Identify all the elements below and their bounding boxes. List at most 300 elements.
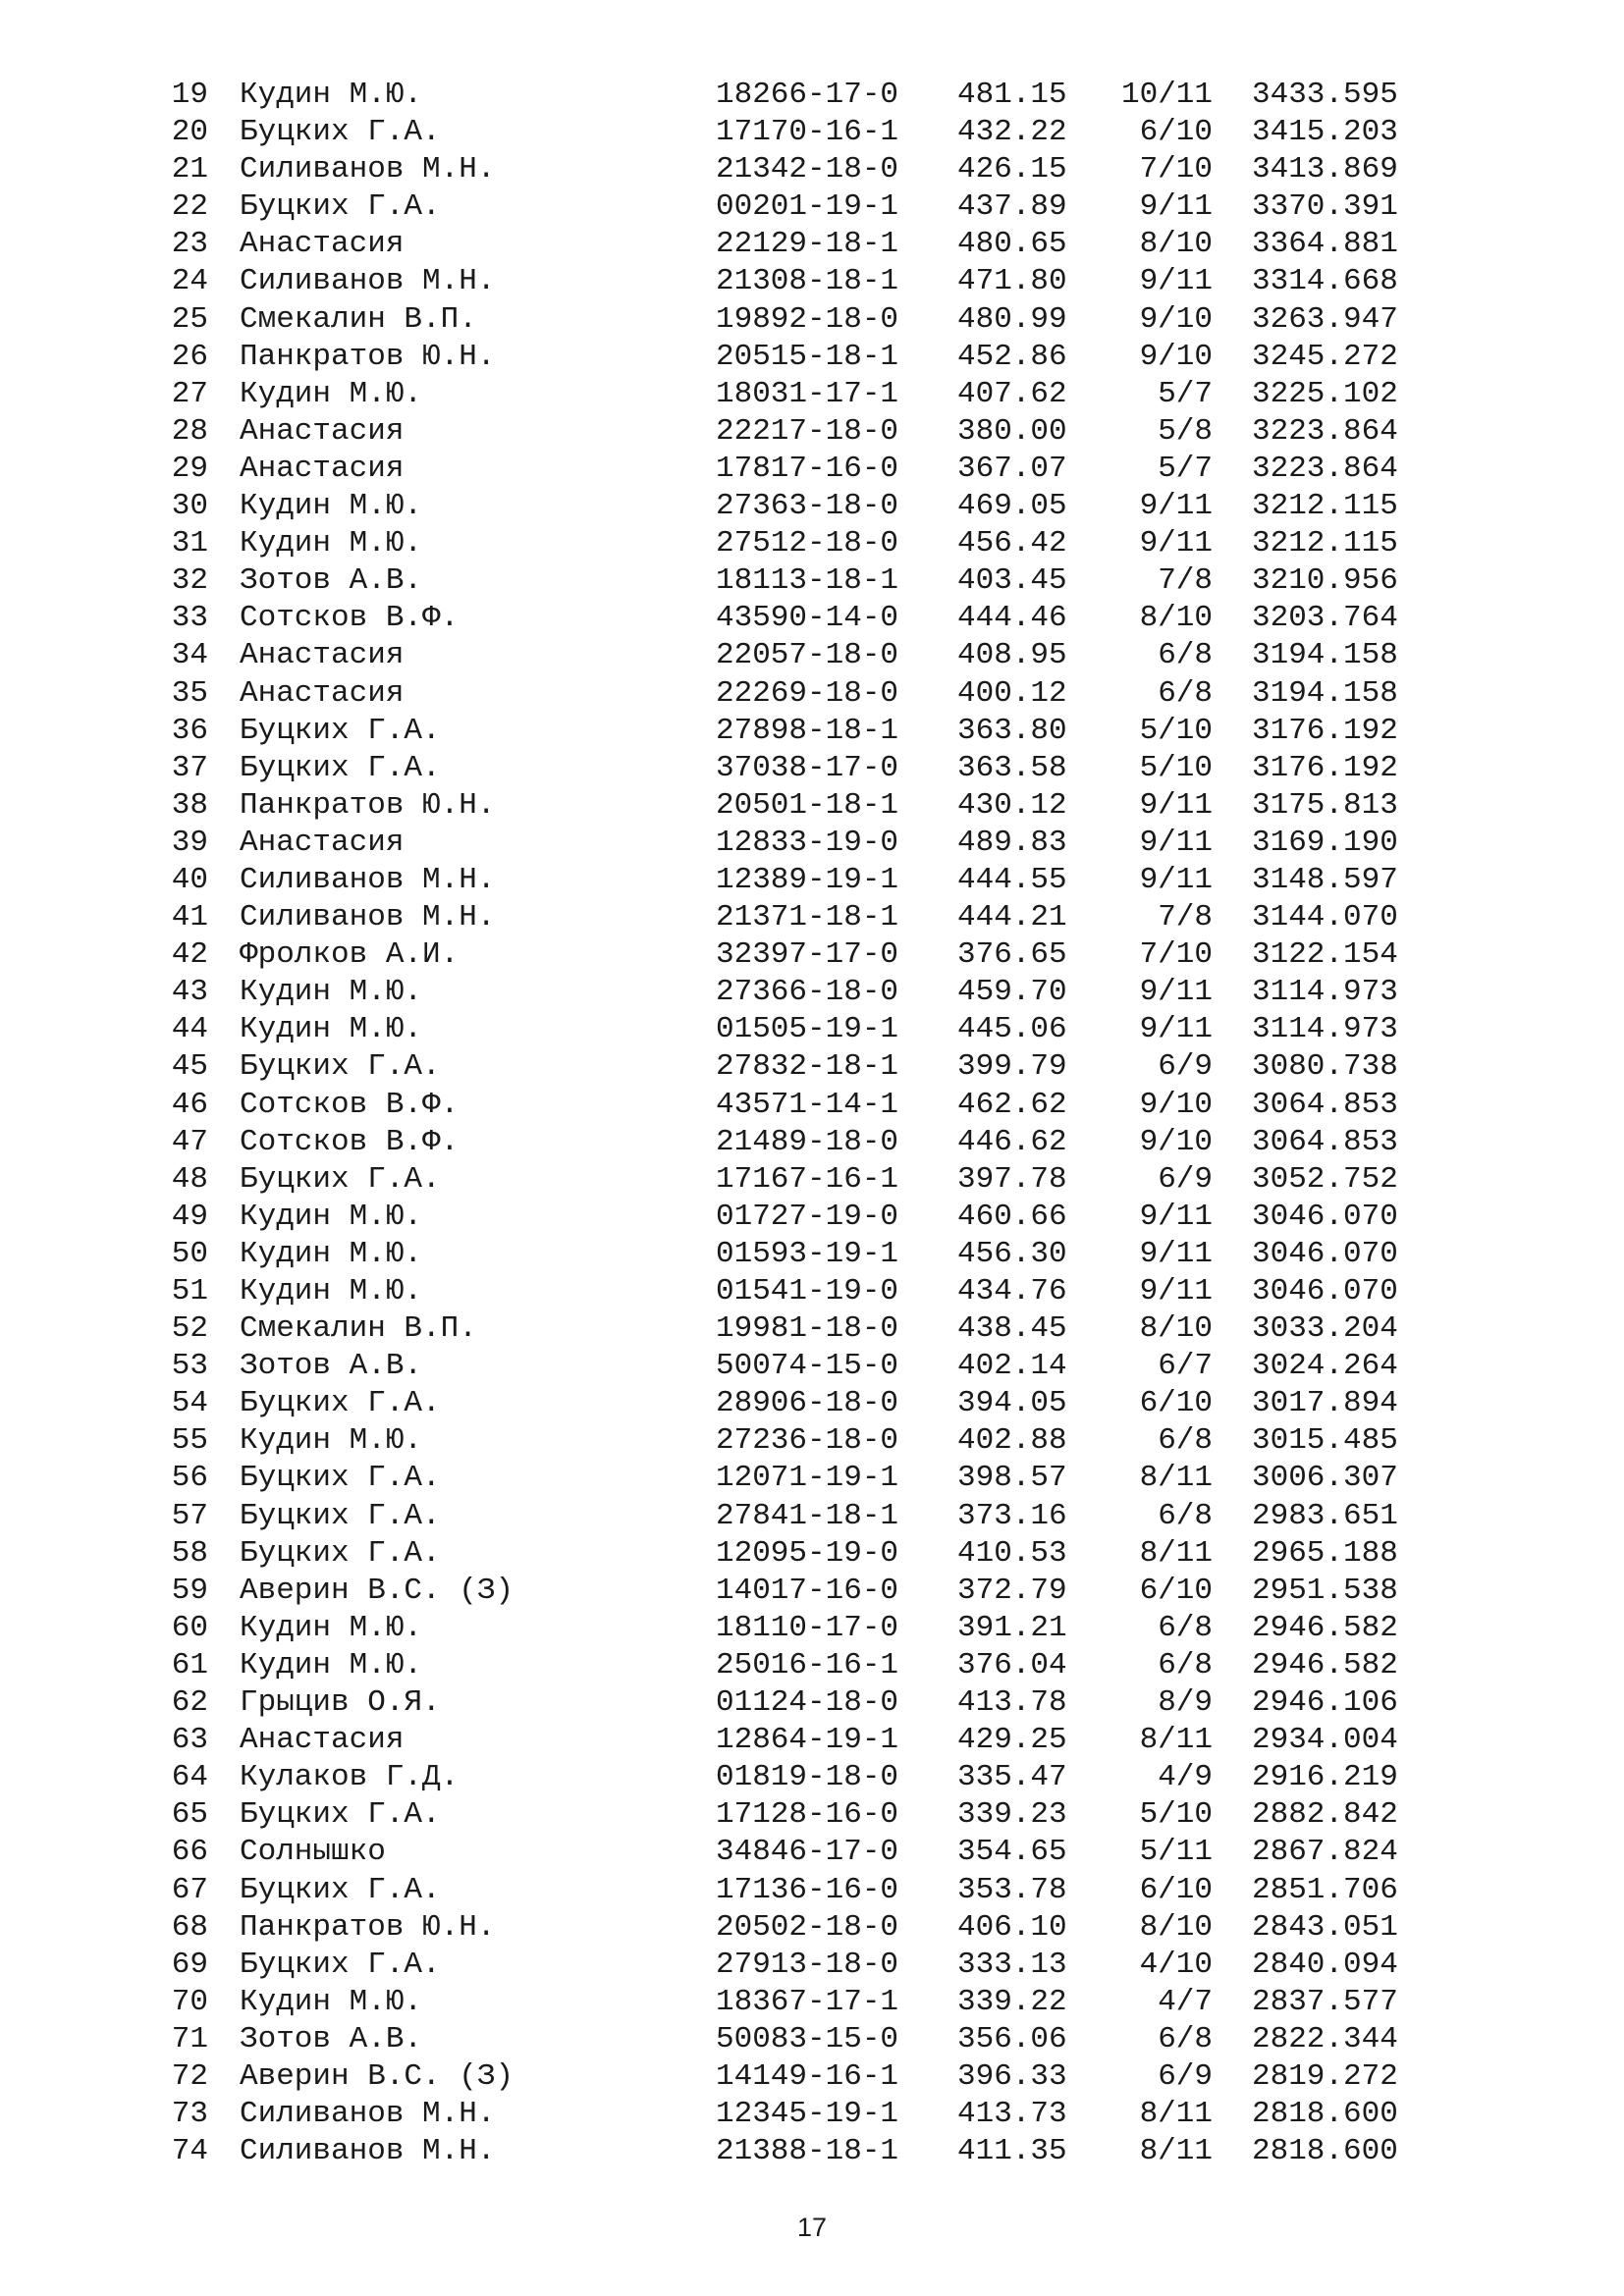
- ring-code: 01819-18-0: [716, 1760, 899, 1795]
- score: 2965.188: [1252, 1535, 1398, 1571]
- row-number: 69: [171, 1947, 208, 1982]
- owner-name: Буцких Г.А.: [240, 1161, 441, 1197]
- row-number: 54: [171, 1386, 208, 1421]
- row-number: 73: [171, 2097, 208, 2132]
- score: 2840.094: [1252, 1947, 1398, 1982]
- ring-code: 43590-14-0: [716, 601, 899, 636]
- ratio: 6/10: [1139, 1872, 1213, 1907]
- owner-name: Анастасия: [240, 413, 405, 449]
- row-number: 52: [171, 1311, 208, 1347]
- table-row: [0, 1011, 1624, 1048]
- speed-value: 413.78: [957, 1685, 1067, 1721]
- ring-code: 22217-18-0: [716, 413, 899, 449]
- ring-code: 12864-19-1: [716, 1723, 899, 1758]
- score: 3064.853: [1252, 1087, 1398, 1122]
- ring-code: 21489-18-0: [716, 1124, 899, 1159]
- row-number: 43: [171, 975, 208, 1010]
- owner-name: Буцких Г.А.: [240, 189, 441, 225]
- table-row: [0, 1947, 1624, 1984]
- score: 3212.115: [1252, 526, 1398, 561]
- owner-name: Анастасия: [240, 227, 405, 262]
- ring-code: 12071-19-1: [716, 1461, 899, 1496]
- owner-name: Буцких Г.А.: [240, 1797, 441, 1833]
- speed-value: 469.05: [957, 489, 1067, 524]
- owner-name: Силиванов М.Н.: [240, 2134, 496, 2169]
- score: 3314.668: [1252, 264, 1398, 299]
- ratio: 6/8: [1158, 1423, 1213, 1459]
- ratio: 9/11: [1139, 189, 1213, 225]
- table-row: [0, 1124, 1624, 1161]
- owner-name: Сотсков В.Ф.: [240, 1087, 460, 1122]
- ratio: 8/11: [1139, 1723, 1213, 1758]
- owner-name: Кудин М.Ю.: [240, 1012, 423, 1047]
- ring-code: 50074-15-0: [716, 1349, 899, 1384]
- row-number: 55: [171, 1423, 208, 1459]
- table-row: [0, 1573, 1624, 1610]
- ratio: 8/11: [1139, 2097, 1213, 2132]
- row-number: 22: [171, 189, 208, 225]
- row-number: 66: [171, 1835, 208, 1870]
- owner-name: Сотсков В.Ф.: [240, 1124, 460, 1159]
- row-number: 72: [171, 2058, 208, 2094]
- ratio: 8/10: [1139, 1311, 1213, 1347]
- row-number: 30: [171, 489, 208, 524]
- ratio: 5/10: [1139, 1797, 1213, 1833]
- table-row: [0, 1048, 1624, 1086]
- ring-code: 21342-18-0: [716, 152, 899, 187]
- row-number: 71: [171, 2021, 208, 2056]
- ring-code: 21388-18-1: [716, 2134, 899, 2169]
- ratio: 4/7: [1158, 1984, 1213, 2019]
- speed-value: 446.62: [957, 1124, 1067, 1159]
- table-row: [0, 1087, 1624, 1124]
- owner-name: Кудин М.Ю.: [240, 526, 423, 561]
- owner-name: Кудин М.Ю.: [240, 489, 423, 524]
- ratio: 8/10: [1139, 227, 1213, 262]
- ratio: 6/8: [1158, 1647, 1213, 1682]
- row-number: 62: [171, 1685, 208, 1721]
- row-number: 49: [171, 1199, 208, 1234]
- ring-code: 17136-16-0: [716, 1872, 899, 1907]
- ring-code: 32397-17-0: [716, 937, 899, 973]
- row-number: 57: [171, 1498, 208, 1533]
- table-row: [0, 1161, 1624, 1199]
- ring-code: 20502-18-0: [716, 1909, 899, 1945]
- row-number: 33: [171, 601, 208, 636]
- table-row: [0, 2096, 1624, 2133]
- ring-code: 27512-18-0: [716, 526, 899, 561]
- ratio: 8/9: [1158, 1685, 1213, 1721]
- owner-name: Буцких Г.А.: [240, 1947, 441, 1982]
- speed-value: 373.16: [957, 1498, 1067, 1533]
- speed-value: 456.42: [957, 526, 1067, 561]
- row-number: 29: [171, 451, 208, 486]
- speed-value: 438.45: [957, 1311, 1067, 1347]
- table-row: [0, 713, 1624, 750]
- owner-name: Анастасия: [240, 451, 405, 486]
- speed-value: 408.95: [957, 638, 1067, 673]
- owner-name: Силиванов М.Н.: [240, 264, 496, 299]
- owner-name: Кудин М.Ю.: [240, 1610, 423, 1645]
- speed-value: 353.78: [957, 1872, 1067, 1907]
- speed-value: 394.05: [957, 1386, 1067, 1421]
- ratio: 7/10: [1139, 937, 1213, 973]
- ratio: 5/10: [1139, 713, 1213, 748]
- ratio: 5/7: [1158, 451, 1213, 486]
- owner-name: Анастасия: [240, 1723, 405, 1758]
- owner-name: Анастасия: [240, 638, 405, 673]
- row-number: 70: [171, 1984, 208, 2019]
- ring-code: 22057-18-0: [716, 638, 899, 673]
- score: 2946.106: [1252, 1685, 1398, 1721]
- ring-code: 14149-16-1: [716, 2058, 899, 2094]
- ring-code: 01505-19-1: [716, 1012, 899, 1047]
- ring-code: 20501-18-1: [716, 787, 899, 823]
- table-row: [0, 787, 1624, 825]
- speed-value: 372.79: [957, 1573, 1067, 1608]
- results-table: [0, 77, 1624, 2170]
- owner-name: Кудин М.Ю.: [240, 78, 423, 112]
- table-row: [0, 1236, 1624, 1273]
- speed-value: 402.14: [957, 1349, 1067, 1384]
- ring-code: 18367-17-1: [716, 1984, 899, 2019]
- ring-code: 12389-19-1: [716, 862, 899, 897]
- speed-value: 452.86: [957, 339, 1067, 374]
- owner-name: Анастасия: [240, 675, 405, 711]
- score: 3225.102: [1252, 376, 1398, 411]
- ring-code: 22269-18-0: [716, 675, 899, 711]
- speed-value: 489.83: [957, 825, 1067, 860]
- ratio: 7/8: [1158, 900, 1213, 935]
- ring-code: 01593-19-1: [716, 1236, 899, 1271]
- score: 3194.158: [1252, 638, 1398, 673]
- speed-value: 434.76: [957, 1274, 1067, 1308]
- owner-name: Буцких Г.А.: [240, 115, 441, 150]
- owner-name: Кулаков Г.Д.: [240, 1760, 460, 1795]
- ring-code: 27363-18-0: [716, 489, 899, 524]
- row-number: 56: [171, 1461, 208, 1496]
- score: 2934.004: [1252, 1723, 1398, 1758]
- ring-code: 25016-16-1: [716, 1647, 899, 1682]
- row-number: 31: [171, 526, 208, 561]
- ring-code: 21371-18-1: [716, 900, 899, 935]
- ratio: 7/8: [1158, 563, 1213, 599]
- ratio: 7/10: [1139, 152, 1213, 187]
- table-row: [0, 451, 1624, 488]
- row-number: 38: [171, 787, 208, 823]
- owner-name: Панкратов Ю.Н.: [240, 339, 496, 374]
- ratio: 10/11: [1120, 78, 1213, 112]
- table-row: [0, 2058, 1624, 2096]
- owner-name: Зотов А.В.: [240, 2021, 423, 2056]
- owner-name: Зотов А.В.: [240, 1349, 423, 1384]
- ring-code: 01541-19-0: [716, 1274, 899, 1308]
- ring-code: 21308-18-1: [716, 264, 899, 299]
- speed-value: 356.06: [957, 2021, 1067, 2056]
- row-number: 60: [171, 1610, 208, 1645]
- ring-code: 22129-18-1: [716, 227, 899, 262]
- table-row: [0, 188, 1624, 226]
- score: 2983.651: [1252, 1498, 1398, 1533]
- owner-name: Фролков А.И.: [240, 937, 460, 973]
- row-number: 61: [171, 1647, 208, 1682]
- row-number: 68: [171, 1909, 208, 1945]
- row-number: 64: [171, 1760, 208, 1795]
- score: 2946.582: [1252, 1647, 1398, 1682]
- owner-name: Панкратов Ю.Н.: [240, 1909, 496, 1945]
- ring-code: 18031-17-1: [716, 376, 899, 411]
- table-row: [0, 1422, 1624, 1460]
- table-row: [0, 2133, 1624, 2170]
- table-row: [0, 301, 1624, 339]
- ring-code: 19892-18-0: [716, 301, 899, 337]
- owner-name: Анастасия: [240, 825, 405, 860]
- table-row: [0, 1834, 1624, 1871]
- row-number: 53: [171, 1349, 208, 1384]
- score: 3122.154: [1252, 937, 1398, 973]
- ratio: 6/8: [1158, 1498, 1213, 1533]
- ratio: 6/10: [1139, 115, 1213, 150]
- ring-code: 27236-18-0: [716, 1423, 899, 1459]
- speed-value: 398.57: [957, 1461, 1067, 1496]
- speed-value: 339.22: [957, 1984, 1067, 2019]
- speed-value: 354.65: [957, 1835, 1067, 1870]
- score: 3015.485: [1252, 1423, 1398, 1459]
- ring-code: 18113-18-1: [716, 563, 899, 599]
- ratio: 6/9: [1158, 1161, 1213, 1197]
- row-number: 25: [171, 301, 208, 337]
- ratio: 6/9: [1158, 1049, 1213, 1085]
- row-number: 65: [171, 1797, 208, 1833]
- row-number: 44: [171, 1012, 208, 1047]
- ring-code: 18266-17-0: [716, 78, 899, 112]
- row-number: 20: [171, 115, 208, 150]
- speed-value: 406.10: [957, 1909, 1067, 1945]
- row-number: 39: [171, 825, 208, 860]
- owner-name: Кудин М.Ю.: [240, 1199, 423, 1234]
- table-row: [0, 1498, 1624, 1535]
- table-row: [0, 1796, 1624, 1834]
- ratio: 6/10: [1139, 1573, 1213, 1608]
- owner-name: Буцких Г.А.: [240, 1461, 441, 1496]
- score: 3263.947: [1252, 301, 1398, 337]
- table-row: [0, 226, 1624, 263]
- row-number: 36: [171, 713, 208, 748]
- table-row: [0, 936, 1624, 974]
- ratio: 5/10: [1139, 750, 1213, 785]
- speed-value: 335.47: [957, 1760, 1067, 1795]
- table-row: [0, 1722, 1624, 1759]
- ring-code: 00201-19-1: [716, 189, 899, 225]
- owner-name: Панкратов Ю.Н.: [240, 787, 496, 823]
- ratio: 9/11: [1139, 787, 1213, 823]
- speed-value: 402.88: [957, 1423, 1067, 1459]
- ratio: 9/10: [1139, 301, 1213, 337]
- table-row: [0, 825, 1624, 862]
- ring-code: 17170-16-1: [716, 115, 899, 150]
- score: 3114.973: [1252, 1012, 1398, 1047]
- score: 2818.600: [1252, 2097, 1398, 2132]
- speed-value: 363.58: [957, 750, 1067, 785]
- ring-code: 01727-19-0: [716, 1199, 899, 1234]
- row-number: 24: [171, 264, 208, 299]
- ratio: 9/11: [1139, 975, 1213, 1010]
- owner-name: Силиванов М.Н.: [240, 152, 496, 187]
- table-row: [0, 1385, 1624, 1422]
- speed-value: 403.45: [957, 563, 1067, 599]
- score: 3114.973: [1252, 975, 1398, 1010]
- table-row: [0, 1273, 1624, 1310]
- ratio: 8/11: [1139, 1461, 1213, 1496]
- table-row: [0, 600, 1624, 637]
- ratio: 8/11: [1139, 2134, 1213, 2169]
- table-row: [0, 77, 1624, 114]
- speed-value: 444.46: [957, 601, 1067, 636]
- ratio: 9/11: [1139, 1236, 1213, 1271]
- speed-value: 480.65: [957, 227, 1067, 262]
- row-number: 19: [171, 78, 208, 112]
- owner-name: Кудин М.Ю.: [240, 376, 423, 411]
- speed-value: 367.07: [957, 451, 1067, 486]
- score: 3415.203: [1252, 115, 1398, 150]
- ratio: 6/8: [1158, 1610, 1213, 1645]
- row-number: 74: [171, 2134, 208, 2169]
- owner-name: Буцких Г.А.: [240, 713, 441, 748]
- speed-value: 437.89: [957, 189, 1067, 225]
- speed-value: 429.25: [957, 1723, 1067, 1758]
- ratio: 9/11: [1139, 1199, 1213, 1234]
- speed-value: 396.33: [957, 2058, 1067, 2094]
- score: 3370.391: [1252, 189, 1398, 225]
- table-row: [0, 974, 1624, 1011]
- score: 3080.738: [1252, 1049, 1398, 1085]
- table-row: [0, 1199, 1624, 1236]
- ratio: 6/8: [1158, 2021, 1213, 2056]
- owner-name: Солнышко: [240, 1835, 386, 1870]
- ratio: 4/10: [1139, 1947, 1213, 1982]
- ratio: 6/7: [1158, 1349, 1213, 1384]
- score: 3245.272: [1252, 339, 1398, 374]
- speed-value: 413.73: [957, 2097, 1067, 2132]
- row-number: 48: [171, 1161, 208, 1197]
- score: 2882.842: [1252, 1797, 1398, 1833]
- score: 3046.070: [1252, 1236, 1398, 1271]
- score: 3210.956: [1252, 563, 1398, 599]
- ratio: 8/11: [1139, 1535, 1213, 1571]
- ring-code: 18110-17-0: [716, 1610, 899, 1645]
- row-number: 67: [171, 1872, 208, 1907]
- ring-code: 19981-18-0: [716, 1311, 899, 1347]
- row-number: 32: [171, 563, 208, 599]
- ratio: 9/11: [1139, 526, 1213, 561]
- row-number: 58: [171, 1535, 208, 1571]
- owner-name: Силиванов М.Н.: [240, 862, 496, 897]
- table-row: [0, 637, 1624, 674]
- table-row: [0, 1348, 1624, 1385]
- speed-value: 456.30: [957, 1236, 1067, 1271]
- ratio: 9/11: [1139, 489, 1213, 524]
- score: 2951.538: [1252, 1573, 1398, 1608]
- speed-value: 363.80: [957, 713, 1067, 748]
- owner-name: Кудин М.Ю.: [240, 1423, 423, 1459]
- owner-name: Смекалин В.П.: [240, 301, 477, 337]
- score: 2822.344: [1252, 2021, 1398, 2056]
- score: 3024.264: [1252, 1349, 1398, 1384]
- ratio: 9/11: [1139, 825, 1213, 860]
- table-row: [0, 1872, 1624, 1909]
- speed-value: 333.13: [957, 1947, 1067, 1982]
- score: 3223.864: [1252, 451, 1398, 486]
- table-row: [0, 525, 1624, 562]
- ring-code: 27832-18-1: [716, 1049, 899, 1085]
- ring-code: 27898-18-1: [716, 713, 899, 748]
- score: 3017.894: [1252, 1386, 1398, 1421]
- owner-name: Кудин М.Ю.: [240, 975, 423, 1010]
- row-number: 26: [171, 339, 208, 374]
- ring-code: 27366-18-0: [716, 975, 899, 1010]
- ring-code: 17128-16-0: [716, 1797, 899, 1833]
- row-number: 42: [171, 937, 208, 973]
- speed-value: 376.65: [957, 937, 1067, 973]
- table-row: [0, 114, 1624, 151]
- row-number: 23: [171, 227, 208, 262]
- speed-value: 407.62: [957, 376, 1067, 411]
- ratio: 9/11: [1139, 1012, 1213, 1047]
- speed-value: 391.21: [957, 1610, 1067, 1645]
- row-number: 59: [171, 1573, 208, 1608]
- ratio: 9/10: [1139, 1087, 1213, 1122]
- owner-name: Аверин В.С. (З): [240, 1573, 514, 1608]
- ring-code: 37038-17-0: [716, 750, 899, 785]
- ratio: 8/10: [1139, 601, 1213, 636]
- row-number: 37: [171, 750, 208, 785]
- owner-name: Грыцив О.Я.: [240, 1685, 441, 1721]
- table-row: [0, 1647, 1624, 1684]
- score: 3413.869: [1252, 152, 1398, 187]
- table-row: [0, 1909, 1624, 1947]
- table-row: [0, 151, 1624, 188]
- owner-name: Кудин М.Ю.: [240, 1236, 423, 1271]
- owner-name: Аверин В.С. (З): [240, 2058, 514, 2094]
- ring-code: 17167-16-1: [716, 1161, 899, 1197]
- score: 3176.192: [1252, 750, 1398, 785]
- score: 3194.158: [1252, 675, 1398, 711]
- ring-code: 12095-19-0: [716, 1535, 899, 1571]
- table-row: [0, 413, 1624, 451]
- score: 3176.192: [1252, 713, 1398, 748]
- owner-name: Буцких Г.А.: [240, 750, 441, 785]
- speed-value: 397.78: [957, 1161, 1067, 1197]
- ratio: 6/9: [1158, 2058, 1213, 2094]
- speed-value: 462.62: [957, 1087, 1067, 1122]
- speed-value: 400.12: [957, 675, 1067, 711]
- table-row: [0, 376, 1624, 413]
- speed-value: 380.00: [957, 413, 1067, 449]
- ring-code: 27913-18-0: [716, 1947, 899, 1982]
- row-number: 51: [171, 1274, 208, 1308]
- owner-name: Буцких Г.А.: [240, 1386, 441, 1421]
- row-number: 45: [171, 1049, 208, 1085]
- owner-name: Буцких Г.А.: [240, 1049, 441, 1085]
- owner-name: Буцких Г.А.: [240, 1535, 441, 1571]
- score: 3006.307: [1252, 1461, 1398, 1496]
- table-row: [0, 862, 1624, 899]
- row-number: 21: [171, 152, 208, 187]
- score: 3052.752: [1252, 1161, 1398, 1197]
- score: 3148.597: [1252, 862, 1398, 897]
- speed-value: 445.06: [957, 1012, 1067, 1047]
- speed-value: 444.55: [957, 862, 1067, 897]
